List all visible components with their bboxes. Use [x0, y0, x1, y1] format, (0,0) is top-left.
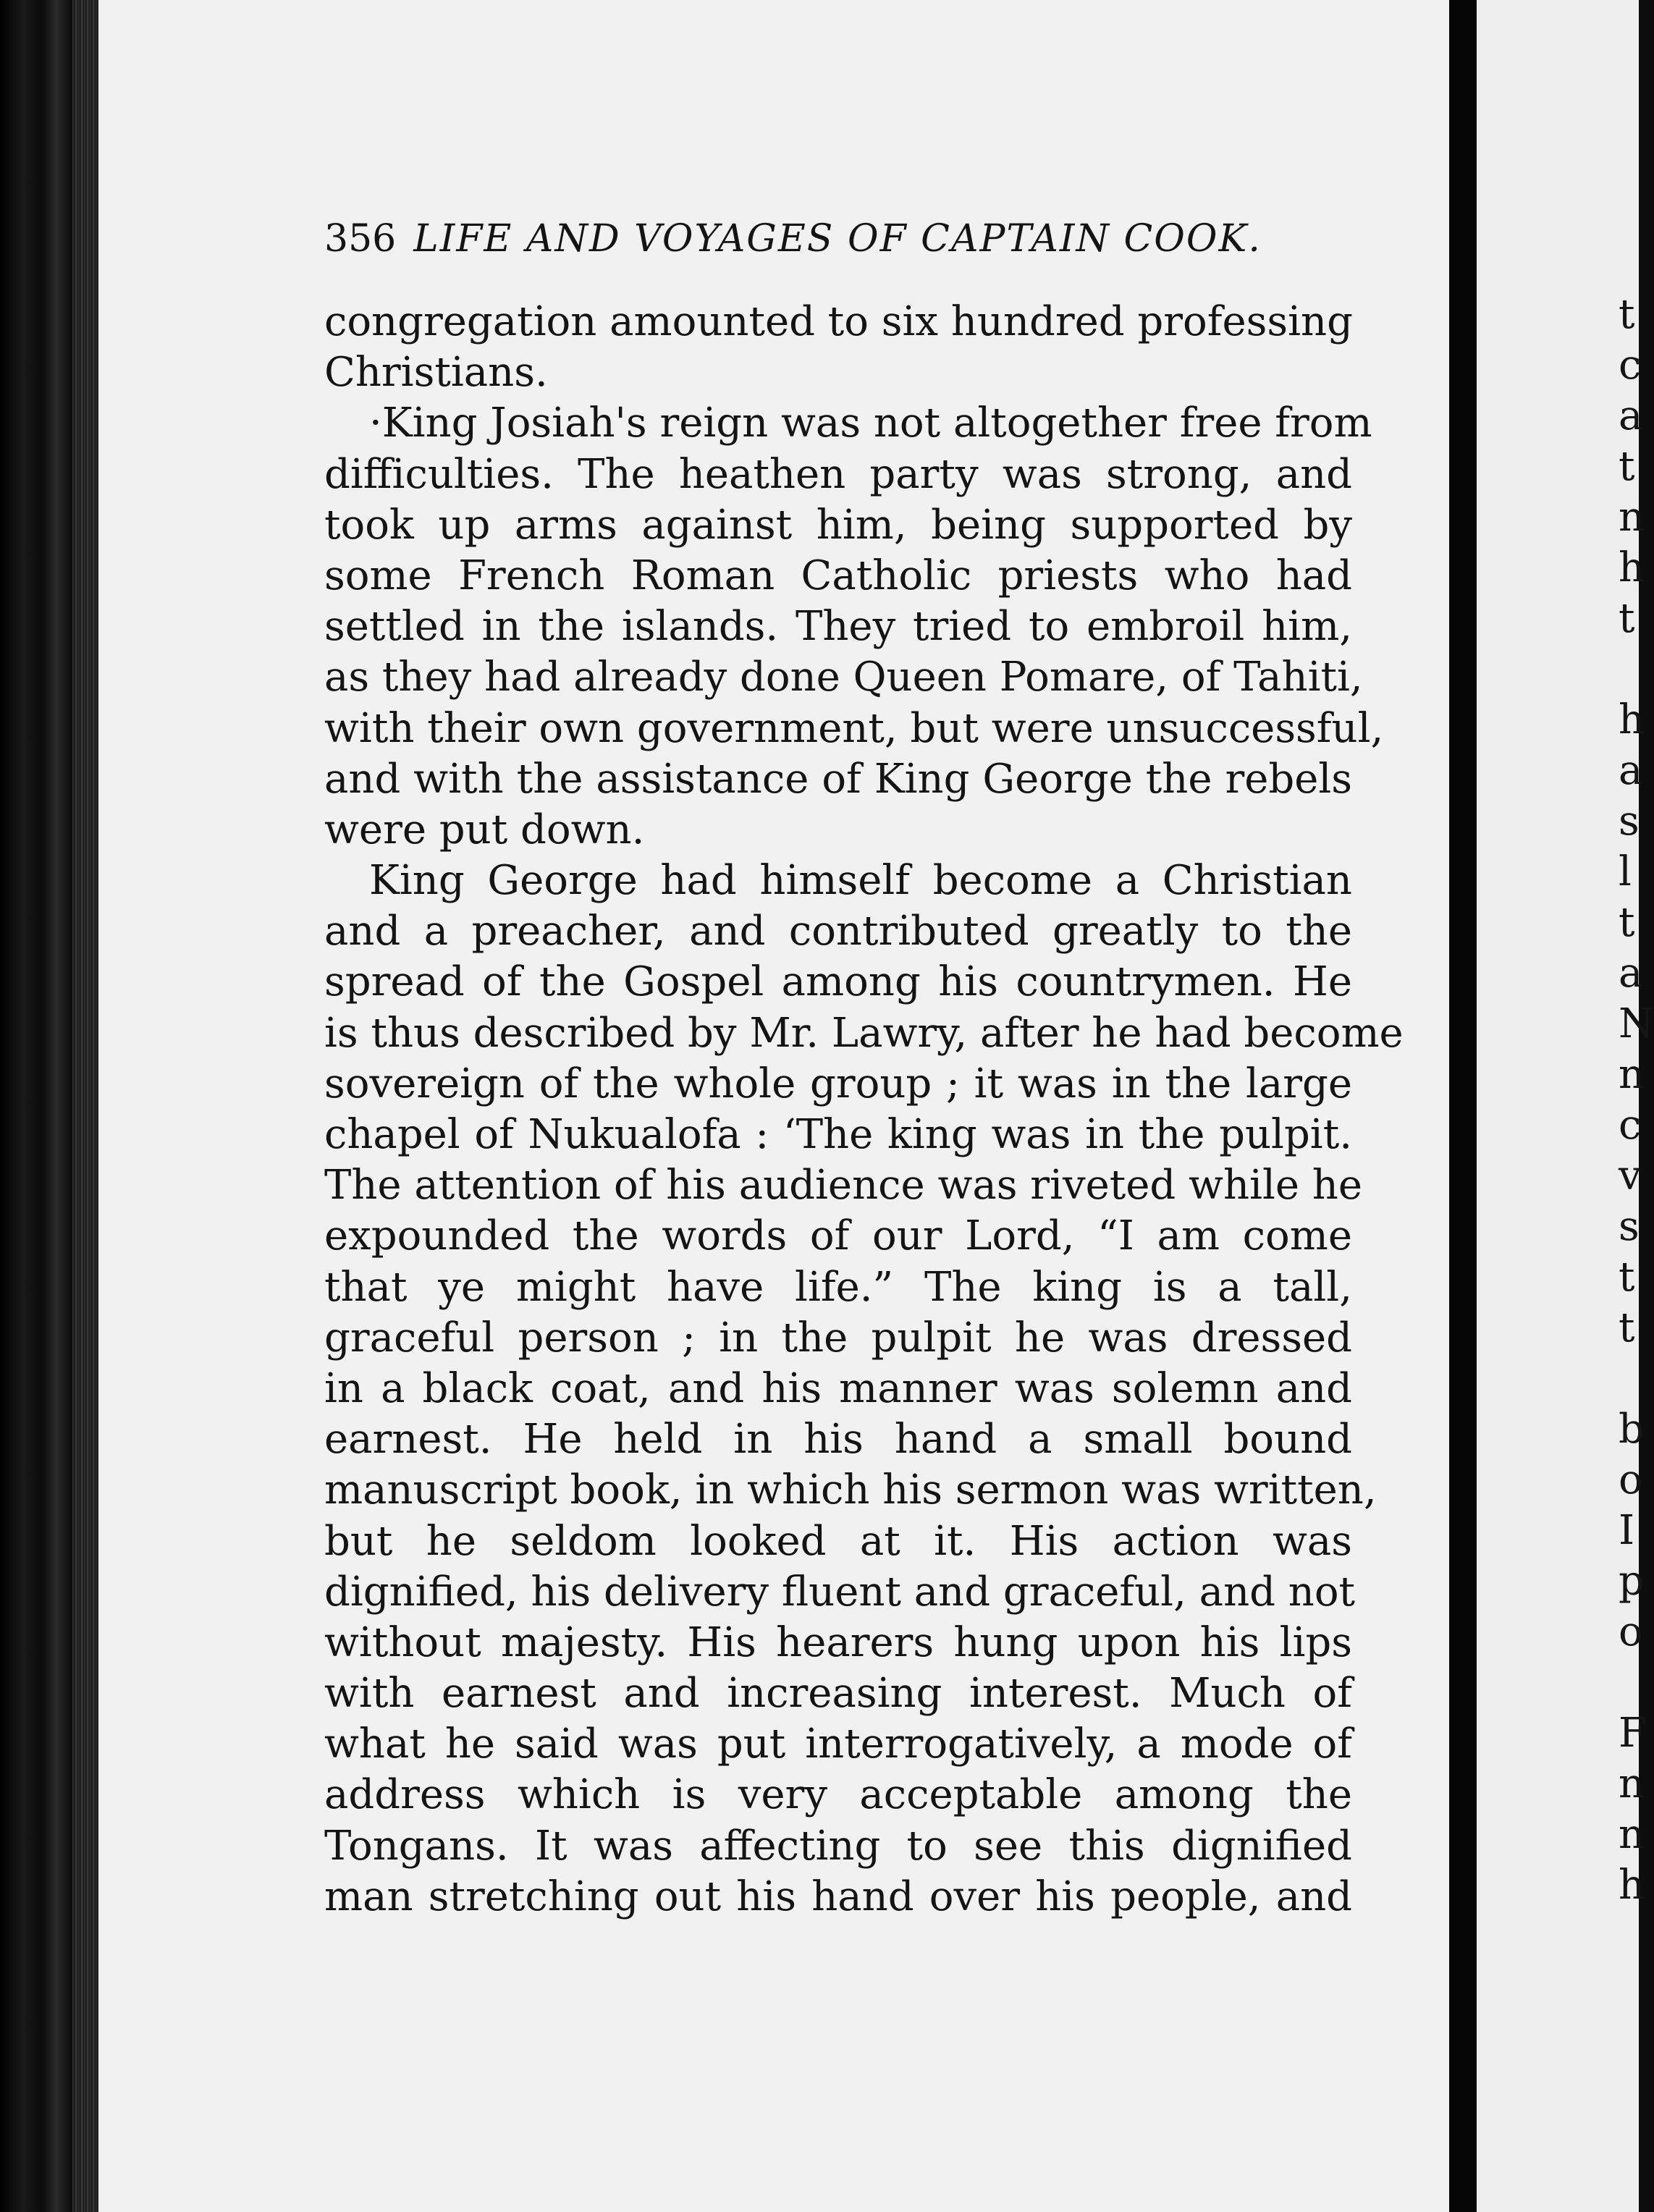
facing-page-fragment: F [1619, 1710, 1647, 1757]
facing-page-fragment: v [1619, 1152, 1642, 1199]
text-line: some French Roman Catholic priests who had [324, 552, 1352, 599]
text-line: Christians. [324, 349, 548, 397]
facing-page-fragment: c [1619, 342, 1642, 389]
text-line: congregation amounted to six hundred professing [324, 298, 1353, 345]
facing-page-fragment: n [1619, 1051, 1645, 1098]
page-gutter [1449, 0, 1477, 2212]
facing-page [1477, 0, 1642, 2212]
text-line: sovereign of the whole group ; it was in the large [324, 1060, 1352, 1107]
text-line: settled in the islands. They tried to embroil him, [324, 603, 1352, 651]
text-line: graceful person ; in the pulpit he was dressed [324, 1314, 1352, 1362]
facing-page-fragment: s [1619, 1203, 1640, 1250]
facing-page-fragment: h [1619, 696, 1645, 743]
body-text [324, 297, 1404, 1922]
text-line: ·King Josiah's reign was not altogether free from [369, 400, 1372, 447]
text-line: manuscript book, in which his sermon was written, [324, 1466, 1377, 1514]
text-line: King George had himself become a Christian [369, 857, 1352, 905]
page-edges [72, 0, 101, 2212]
facing-page-fragment: b [1619, 1406, 1645, 1453]
facing-page-fragment: t [1619, 291, 1635, 338]
facing-page-fragment: a [1619, 747, 1643, 794]
facing-page-fragment: h [1619, 1862, 1645, 1909]
text-line: address which is very acceptable among the [324, 1771, 1352, 1819]
text-line: but he seldom looked at it. His action was [324, 1517, 1352, 1565]
facing-page-fragment: t [1619, 899, 1635, 946]
text-line: what he said was put interrogatively, a mode of [324, 1721, 1352, 1768]
text-line: took up arms against him, being supported by [324, 501, 1352, 549]
facing-page-fragment: n [1619, 494, 1645, 541]
text-line: in a black coat, and his manner was solemn and [324, 1364, 1352, 1412]
facing-page-fragment: a [1619, 950, 1643, 997]
text-line: chapel of Nukualofa : ‘The king was in the pulpit. [324, 1111, 1352, 1158]
facing-page-fragment: I [1619, 1507, 1635, 1554]
page-number: 356 [324, 217, 397, 261]
facing-page-fragment: N [1619, 1000, 1654, 1047]
facing-page-fragment: s [1619, 798, 1640, 845]
text-line: spread of the Gospel among his countrymen. He [324, 958, 1352, 1006]
text-line: expounded the words of our Lord, “I am come [324, 1212, 1352, 1260]
text-line: The attention of his audience was riveted while he [324, 1162, 1363, 1210]
facing-page-fragment: a [1619, 392, 1643, 439]
facing-page-fragment: o [1619, 1456, 1643, 1503]
text-line: man stretching out his hand over his people, and [324, 1873, 1352, 1920]
facing-page-fragment: p [1619, 1558, 1645, 1605]
running-title: LIFE AND VOYAGES OF CAPTAIN COOK. [413, 217, 1262, 261]
text-line: and a preacher, and contributed greatly to the [324, 908, 1352, 955]
facing-page-fragment: t [1619, 595, 1635, 642]
text-line: without majesty. His hearers hung upon his lips [324, 1618, 1352, 1666]
text-line: with their own government, but were unsuccessful, [324, 704, 1384, 752]
text-line: with earnest and increasing interest. Much of [324, 1670, 1352, 1718]
facing-page-fragment: t [1619, 1254, 1635, 1301]
text-line: that ye might have life.” The king is a tall, [324, 1263, 1352, 1311]
facing-page-fragment: n [1619, 1760, 1645, 1807]
text-line: dignified, his delivery fluent and graceful, and not [324, 1568, 1356, 1616]
text-line: as they had already done Queen Pomare, of Tahiti, [324, 654, 1363, 701]
text-line: earnest. He held in his hand a small bound [324, 1416, 1352, 1464]
facing-page-fragment: t [1619, 443, 1635, 490]
text-line: is thus described by Mr. Lawry, after he had become [324, 1009, 1404, 1057]
text-line: were put down. [324, 806, 645, 853]
text-line: difficulties. The heathen party was strong, and [324, 450, 1352, 498]
facing-page-fragment: n [1619, 1811, 1645, 1858]
facing-page-fragment: c [1619, 1102, 1642, 1149]
facing-page-fragment: l [1619, 848, 1632, 895]
facing-page-fragment: h [1619, 544, 1645, 591]
text-line: and with the assistance of King George the rebels [324, 755, 1352, 803]
facing-page-fragment: o [1619, 1608, 1643, 1655]
running-header [324, 210, 1352, 268]
facing-page-fragment: t [1619, 1304, 1635, 1351]
text-line: Tongans. It was affecting to see this dignified [324, 1822, 1352, 1870]
